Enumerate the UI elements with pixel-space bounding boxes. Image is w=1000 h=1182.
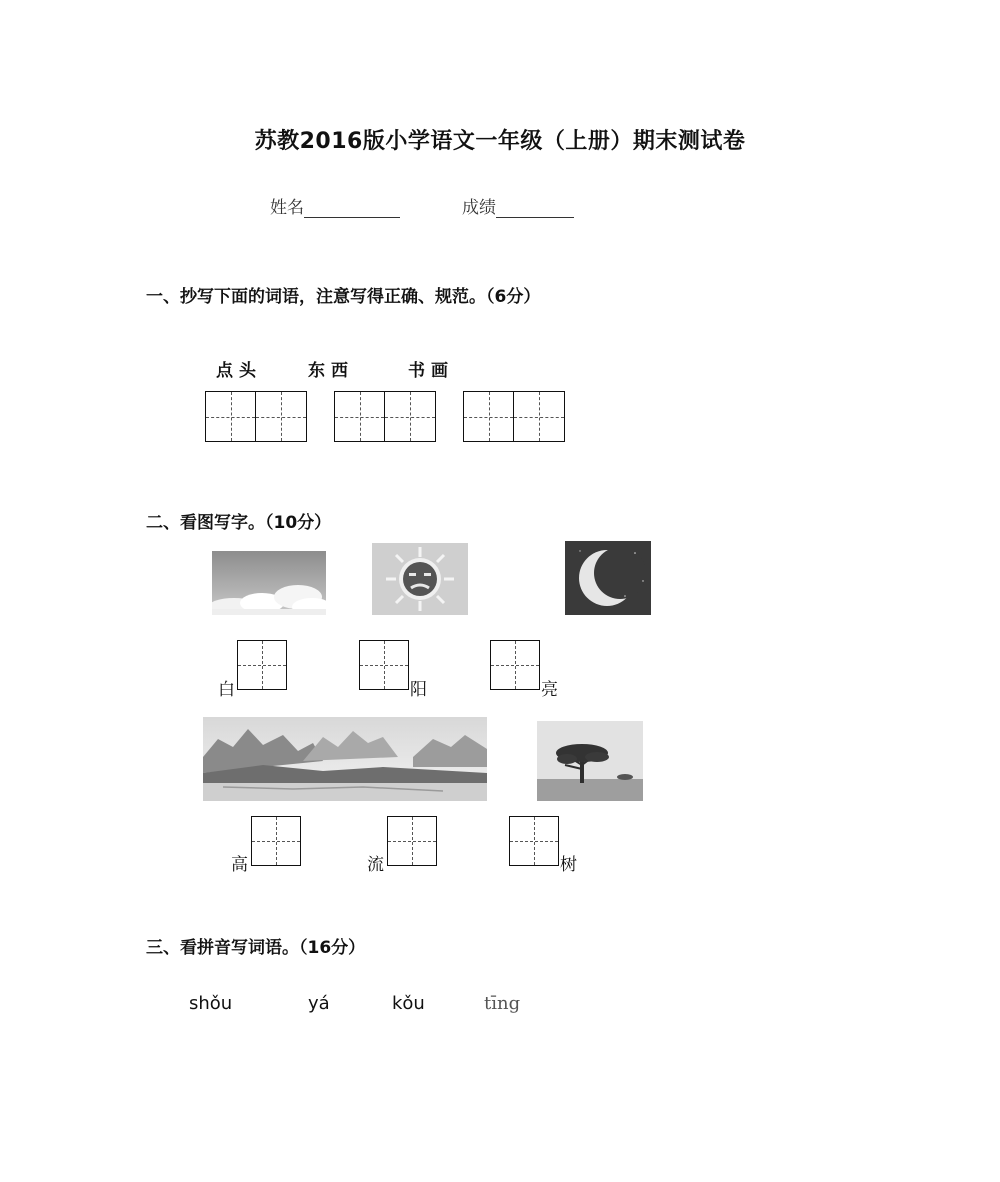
given-char-shu: 树 (560, 855, 577, 875)
given-char-liu: 流 (367, 855, 384, 875)
grid-cell[interactable] (251, 816, 301, 866)
grid-cell[interactable] (463, 391, 514, 442)
section1-heading: 一、抄写下面的词语，注意写得正确、规范。（6分） (146, 287, 541, 307)
grid-cell[interactable] (509, 816, 559, 866)
section2-heading: 二、看图写字。（10分） (146, 513, 332, 533)
grid-cell[interactable] (205, 391, 256, 442)
writing-grid-3[interactable] (463, 391, 565, 442)
pinyin-2: yá (308, 993, 330, 1014)
clouds-picture (212, 551, 326, 615)
name-label: 姓名 (270, 198, 304, 218)
given-char-liang: 亮 (541, 680, 558, 700)
moon-picture (565, 541, 651, 615)
score-blank[interactable] (496, 199, 574, 218)
grid-cell[interactable] (385, 391, 436, 442)
char-box-1[interactable] (237, 640, 287, 690)
grid-cell[interactable] (359, 640, 409, 690)
char-box-6[interactable] (509, 816, 559, 866)
char-box-2[interactable] (359, 640, 409, 690)
word-3: 书画 (408, 361, 454, 381)
score-field[interactable] (462, 193, 574, 218)
char-box-5[interactable] (387, 816, 437, 866)
grid-cell[interactable] (514, 391, 565, 442)
word-2: 东西 (308, 361, 354, 381)
grid-cell[interactable] (490, 640, 540, 690)
char-box-4[interactable] (251, 816, 301, 866)
grid-cell[interactable] (256, 391, 307, 442)
pinyin-1: shǒu (189, 993, 233, 1014)
section3-heading: 三、看拼音写词语。（16分） (146, 938, 366, 958)
page-title: 苏教2016版小学语文一年级（上册）期末测试卷 (254, 129, 746, 154)
pinyin-4: tīng (484, 993, 521, 1014)
score-label: 成绩 (462, 198, 496, 218)
pinyin-3: kǒu (392, 993, 425, 1014)
grid-cell[interactable] (334, 391, 385, 442)
mountains-picture (203, 717, 487, 801)
writing-grid-2[interactable] (334, 391, 436, 442)
given-char-bai: 白 (218, 680, 235, 700)
given-char-yang: 阳 (410, 680, 427, 700)
sun-picture (372, 543, 468, 615)
given-char-gao: 高 (231, 855, 248, 875)
grid-cell[interactable] (387, 816, 437, 866)
char-box-3[interactable] (490, 640, 540, 690)
grid-cell[interactable] (237, 640, 287, 690)
writing-grid-1[interactable] (205, 391, 307, 442)
name-field[interactable] (270, 193, 400, 218)
word-1: 点头 (216, 361, 262, 381)
name-blank[interactable] (304, 199, 400, 218)
tree-picture (537, 721, 643, 801)
